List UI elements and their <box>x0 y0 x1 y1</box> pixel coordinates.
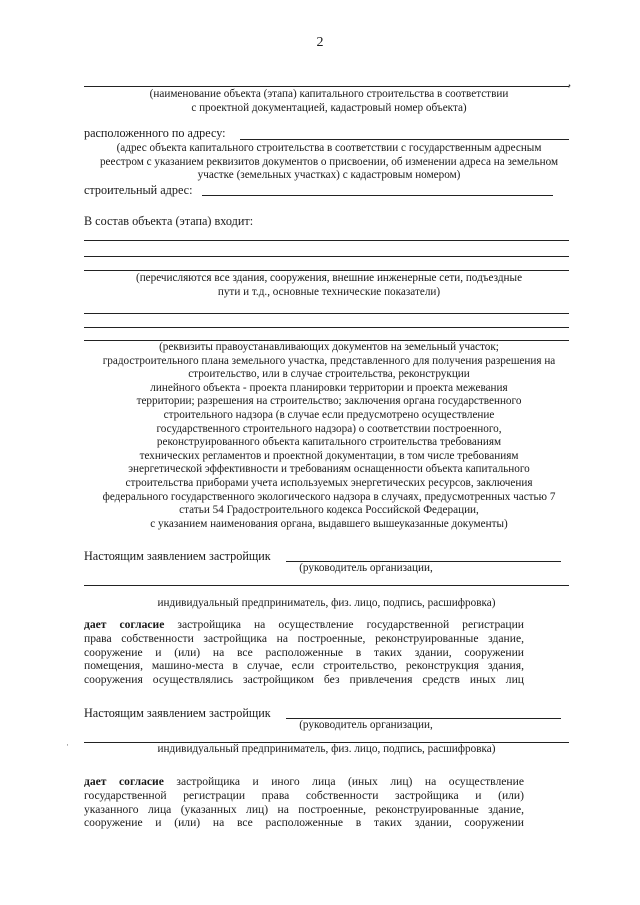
statement1-line-2 <box>84 585 569 586</box>
composition-line-1 <box>84 240 569 241</box>
statement1-label: Настоящим заявлением застройщик <box>84 549 271 563</box>
address-caption: (адрес объекта капитального строительства в соответствии с государственным адресным реестром с указанием реквизитов документов о присвоении, об изменении адреса на земельном участке (земельных участках) с кадастровым номером) <box>99 142 559 182</box>
object-name-line <box>84 86 569 87</box>
statement2-caption-bottom: индивидуальный предприниматель, физ. лицо, подпись, расшифровка) <box>157 743 496 755</box>
statement1-caption-bottom: индивидуальный предприниматель, физ. лицо, подпись, расшифровка) <box>157 597 496 609</box>
object-name-caption: (наименование объекта (этапа) капитального строительства в соответствии с проектной документацией, кадастровый номер объекта) <box>149 88 509 114</box>
documents-line-1 <box>84 313 569 314</box>
statement1-consent: дает согласие застройщика на осуществление государственной регистрации права собственности застройщика на построенные, реконструированные здание, сооружение и (или) на все расположенные в таких здании, сооружении помещения, машино-места в случае, если строительство, реконструкция здания, сооружения осуществлялись застройщиком без привлечения средств иных лиц <box>84 618 524 687</box>
construction-address-line <box>202 195 553 196</box>
statement2-consent-bold: дает согласие <box>84 775 164 788</box>
composition-line-3 <box>84 270 569 271</box>
composition-caption: (перечисляются все здания, сооружения, внешние инженерные сети, подъездные пути и т.д., основные технические показатели) <box>135 272 523 298</box>
statement1-caption-top: (руководитель организации, <box>299 562 433 574</box>
scan-mark: · <box>66 740 69 750</box>
composition-label: В состав объекта (этапа) входит: <box>84 214 254 228</box>
trailing-comma: , <box>568 75 572 89</box>
statement2-label: Настоящим заявлением застройщик <box>84 706 271 720</box>
statement2-caption-top: (руководитель организации, <box>299 719 433 731</box>
address-line <box>240 139 569 140</box>
composition-line-2 <box>84 256 569 257</box>
documents-line-2 <box>84 327 569 328</box>
address-label: расположенного по адресу: <box>84 126 226 140</box>
construction-address-label: строительный адрес: <box>84 183 193 197</box>
statement2-consent: дает согласие застройщика и иного лица (иных лиц) на осуществление государственной регистрации права собственности застройщика и (или) указанного лица (указанных лиц) на построенные, реконструированные здание, сооружение и (или) на все расположенные в таких здании, сооружении <box>84 775 524 830</box>
statement1-consent-bold: дает согласие <box>84 618 165 631</box>
documents-caption: (реквизиты правоустанавливающих документов на земельный участок; градостроительного плана земельного участка, представленного для получения разрешения на строительство, или в случае строительства, реконструкции линейного объекта - проекта планировки территории и проекта межевания территории; разрешения на строительство; заключения органа государственного строительного надзора (в случае если предусмотрено осуществление государственного строительного надзора) о соответствии построенного, реконструированного объекта капитального строительства требованиям технических регламентов и проектной документации, в том числе требованиям энергетической эффективности и требованиям оснащенности объекта капитального строительства приборами учета используемых энергетических ресурсов, заключения федерального государственного экологического надзора в случаях, предусмотренных частью 7 статьи 54 Градостроительного кодекса Российской Федерации, с указанием наименования органа, выдавшего вышеуказанные документы) <box>102 341 556 530</box>
page-number: 2 <box>316 35 324 50</box>
